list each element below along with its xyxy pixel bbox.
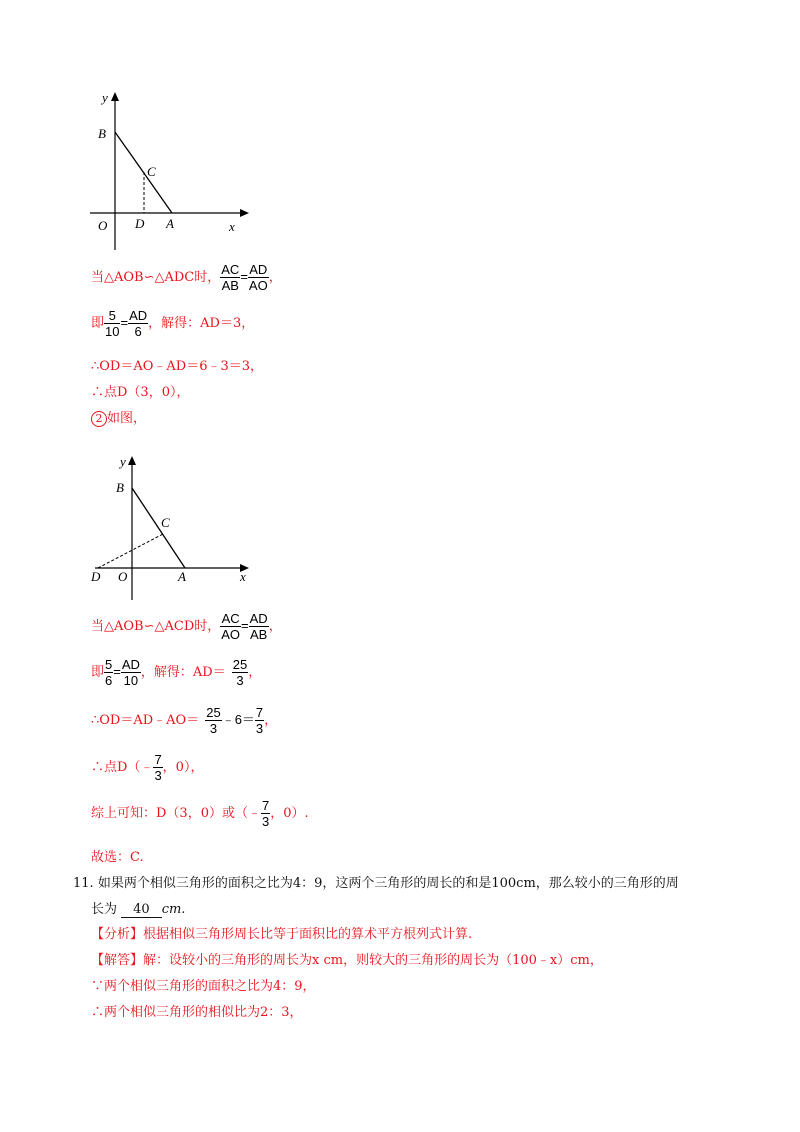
problem-11-line1: 11. 如果两个相似三角形的面积之比为4：9，这两个三角形的周长的和是100cm，那么较小的三角形的周 xyxy=(73,876,679,891)
step2-line5: 综上可知：D（3，0）或（﹣ $\frac{7}{3}$ ，0）. xyxy=(91,798,309,829)
problem-number: 11. xyxy=(73,876,94,891)
fig2-label-a: A xyxy=(178,569,186,584)
fig1-label-b: B xyxy=(98,126,106,141)
fig2-label-c: C xyxy=(161,515,170,530)
fig1-label-o: O xyxy=(98,218,108,233)
step1-frac-ac-ab: $\frac{AC}{AB}$ xyxy=(221,262,240,293)
fig2-label-x: x xyxy=(240,569,246,584)
figure-2-diagram xyxy=(85,450,255,600)
step2-frac-25-3b: $\frac{25}{3}$ xyxy=(206,705,221,736)
analysis-line: 【分析】根据相似三角形周长比等于面积比的算术平方根列式计算. xyxy=(91,927,473,942)
step1-line4: ∴点D（3，0）， xyxy=(91,385,190,400)
fig1-label-y: y xyxy=(102,90,108,105)
step2-line2: 即 $\frac{5}{6}$ = $\frac{AD}{10}$ ，解得：AD＝ $\frac{25}{3}$ ， xyxy=(91,657,262,688)
step2-frac-ad-10: $\frac{AD}{10}$ xyxy=(121,657,140,688)
step2-line3: ∴OD＝AD﹣AO＝ $\frac{25}{3}$ ﹣6＝ $\frac{7}{3}$ ， xyxy=(91,705,278,736)
step2-line6: 故选：C. xyxy=(91,850,144,865)
step2-condition: 当△AOB∽△ACD时， $\frac{AC}{AO}$ = $\frac{AD}{AB}$ ， xyxy=(91,611,282,642)
figure-1-diagram xyxy=(85,88,255,253)
fig1-label-x: x xyxy=(229,219,235,234)
step2-frac-ad-ab: $\frac{AD}{AB}$ xyxy=(249,611,268,642)
step2-line4: ∴点D（﹣ $\frac{7}{3}$ ，0）， xyxy=(91,752,204,783)
fig2-label-y: y xyxy=(120,454,126,469)
step2-frac-ac-ao: $\frac{AC}{AO}$ xyxy=(221,611,241,642)
because-line: ∵两个相似三角形的面积之比为4：9， xyxy=(91,979,316,994)
fig1-label-d: D xyxy=(135,216,145,231)
step2-frac-7-3: $\frac{7}{3}$ xyxy=(255,705,264,736)
step1-line3: ∴OD＝AO﹣AD＝6﹣3＝3， xyxy=(91,359,264,374)
step2-frac-7-3b: $\frac{7}{3}$ xyxy=(154,752,162,783)
step1-frac-ad-6: $\frac{AD}{6}$ xyxy=(129,308,148,339)
circled-number-2: 2 xyxy=(91,411,107,427)
solution-line: 【解答】解：设较小的三角形的周长为x cm，则较大的三角形的周长为（100﹣x）cm， xyxy=(91,953,603,968)
step2-frac-25-3: $\frac{25}{3}$ xyxy=(232,657,248,688)
step1-cond-text: 当△AOB∽△ADC时， xyxy=(91,270,221,285)
fig2-label-o: O xyxy=(118,569,128,584)
step1-frac-ad-ao: $\frac{AD}{AO}$ xyxy=(248,262,268,293)
step2-frac-7-3c: $\frac{7}{3}$ xyxy=(261,798,270,829)
fig2-label-b: B xyxy=(116,480,124,495)
fig1-label-a: A xyxy=(166,216,174,231)
problem-11-line2: 长为 40 cm. xyxy=(91,902,186,917)
step1-line5: 2 如图， xyxy=(91,407,146,427)
step1-frac-5-10: $\frac{5}{10}$ xyxy=(105,308,120,339)
step1-line2: 即 $\frac{5}{10}$ = $\frac{AD}{6}$ ，解得：AD＝3， xyxy=(91,308,255,339)
step1-condition: 当△AOB∽△ADC时， $\frac{AC}{AB}$ = $\frac{AD}{AO}$ ， xyxy=(91,262,282,293)
fig2-label-d: D xyxy=(91,569,101,584)
therefore-line: ∴两个相似三角形的相似比为2：3， xyxy=(91,1005,303,1020)
step2-frac-5-6: $\frac{5}{6}$ xyxy=(105,657,113,688)
answer-blank: 40 xyxy=(121,902,162,918)
fig1-label-c: C xyxy=(147,164,156,179)
